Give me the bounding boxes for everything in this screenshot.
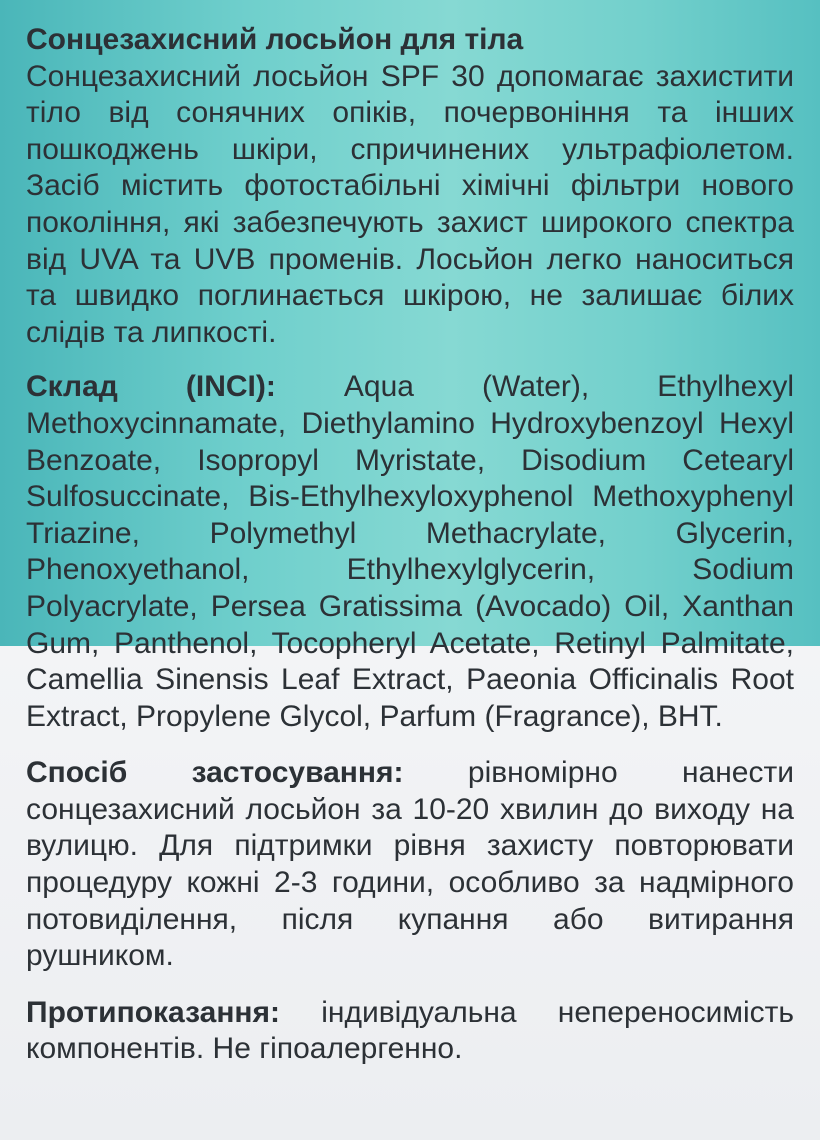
product-description: Сонцезахисний лосьйон SPF 30 допомагає захистити тіло від сонячних опіків, почервоніння та інших пошкоджень шкіри, спричинених ультрафіолетом. Засіб містить фотостабільні хімічні фільтри нового покоління, які забезпечують захист широкого спектра від UVA та UVB променів. Лосьйон легко наноситься та швидко поглинається шкірою, не залишає білих слідів та липкості. — [26, 59, 794, 349]
spacer — [26, 351, 794, 369]
ingredients-label: Склад (INCI): — [26, 370, 276, 404]
contraindications-section — [26, 995, 794, 1068]
ingredients-section — [26, 369, 794, 735]
spacer — [26, 735, 794, 755]
spacer — [26, 975, 794, 995]
product-title: Сонцезахисний лосьйон для тіла — [26, 23, 524, 56]
contraindications-label: Протипоказання: — [26, 995, 281, 1029]
usage-section — [26, 755, 794, 975]
usage-text: рівномірно нанести сонцезахисний лосьйон за 10-20 хвилин до виходу на вулицю. Для підтримки рівня захисту повторювати процедуру кожні 2-3 години, особливо за надмірного потовиділення, після купання або витирання рушником. — [26, 756, 794, 973]
product-info-text — [26, 22, 794, 1068]
usage-label: Спосіб застосування: — [26, 756, 404, 790]
ingredients-list: Aqua (Water), Ethylhexyl Methoxycinnamate, Diethylamino Hydroxybenzoyl Hexyl Benzoate, Isopropyl Myristate, Disodium Cetearyl Sulfosuccinate, Bis-Ethylhexyloxyphenol Methoxyphenyl Triazine, Polymethyl Methacrylate, Glycerin, Phenoxyethanol, Ethylhexylglycerin, Sodium Polyacrylate, Persea Gratissima (Avocado) Oil, Xanthan Gum, Panthenol, Tocopheryl Acetate, Retinyl Palmitate, Camellia Sinensis Leaf Extract, Paeonia Officinalis Root Extract, Propylene Glycol, Parfum (Fragrance), BHT. — [26, 370, 794, 733]
contraindications-text: індивідуальна непереносимість компонентів. Не гіпоалергенно. — [26, 995, 794, 1066]
